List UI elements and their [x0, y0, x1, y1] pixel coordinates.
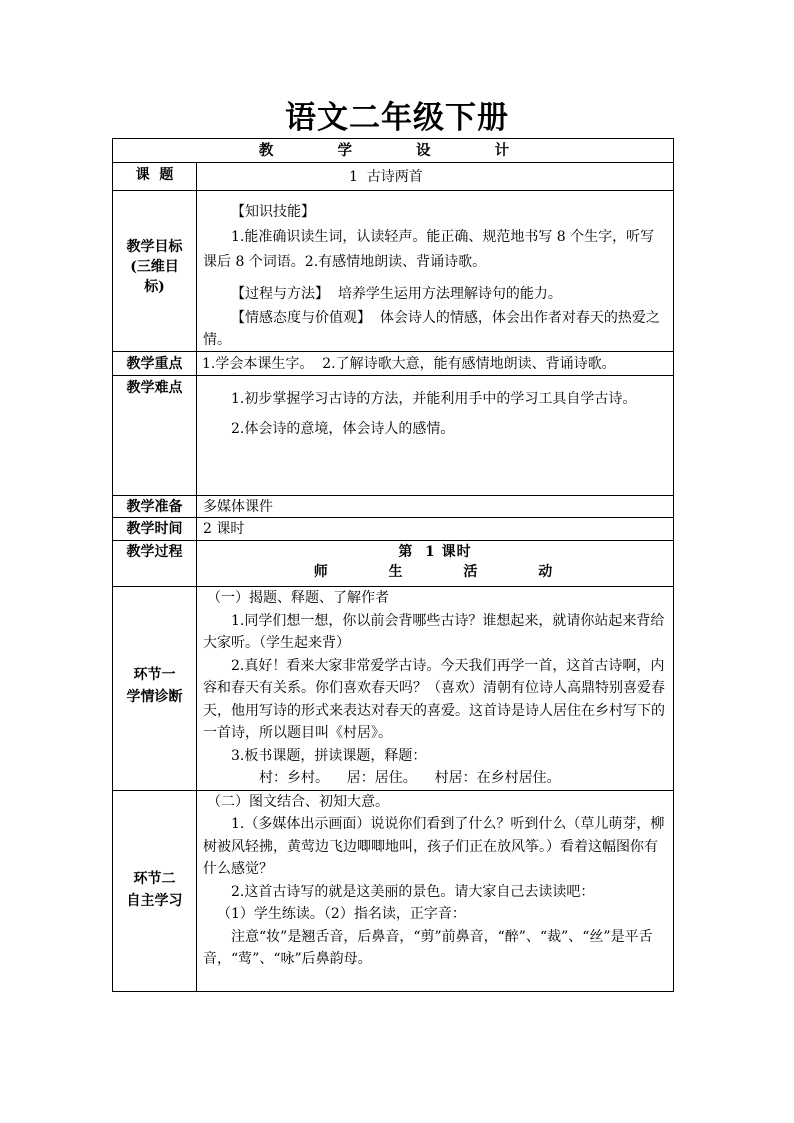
time-row — [113, 518, 674, 541]
link2-label: 环节二 自主学习 — [113, 790, 197, 991]
process-row — [113, 541, 674, 587]
link1-content: （一）揭题、释题、了解作者 1.同学们想一想，你以前会背哪些古诗？谁想起来，就请你站起来背给大家听。（学生起来背） 2.真好！看来大家非常爱学古诗。今天我们再学一首，这首古诗啊，内容和春天有关系。你们喜欢春天吗？（喜欢）清朝有位诗人高鼎特别喜爱春天，他用写诗的形式来表达对春天的喜爱。这首诗是诗人居住在乡村写下的一首诗，所以题目叫《村居》。 3.板书课题，拼读课题，释题： 村：乡村。 居：居住。 村居：在乡村居住。 — [197, 587, 674, 791]
document-title: 语文二年级下册 — [285, 100, 509, 136]
link1-row — [113, 587, 674, 791]
session-title: 第 1 课时 — [398, 544, 472, 560]
difficulty-row — [113, 376, 674, 496]
key-row — [113, 352, 674, 376]
goals-row — [113, 191, 674, 352]
difficulty-label: 教学难点 — [113, 376, 197, 496]
topic-value: 1 古诗两首 — [197, 163, 674, 191]
key-value: 1.学会本课生字。 2.了解诗歌大意，能有感情地朗读、背诵诗歌。 — [197, 352, 674, 376]
link1-label: 环节一 学情诊断 — [113, 587, 197, 791]
table-header: 教 学 设 计 — [113, 139, 674, 163]
header-row — [113, 139, 674, 163]
lesson-plan-table — [112, 138, 674, 992]
topic-label: 课 题 — [113, 163, 197, 191]
time-value: 2 课时 — [197, 518, 674, 541]
prep-label: 教学准备 — [113, 496, 197, 518]
topic-row — [113, 163, 674, 191]
goals-content: 【知识技能】 1.能准确识读生词，认读轻声。能正确、规范地书写 8 个生字，听写课后 8 个词语。2.有感情地朗读、背诵诗歌。 【过程与方法】 培养学生运用方法理解诗句的能力。 【情感态度与价值观】 体会诗人的情感，体会出作者对春天的热爱之情。 — [197, 191, 674, 352]
time-label: 教学时间 — [113, 518, 197, 541]
key-label: 教学重点 — [113, 352, 197, 376]
prep-row — [113, 496, 674, 518]
difficulty-content: 1.初步掌握学习古诗的方法，并能利用手中的学习工具自学古诗。 2.体会诗的意境，体会诗人的感情。 — [197, 376, 674, 496]
link2-content: （二）图文结合、初知大意。 1.（多媒体出示画面）说说你们看到了什么？听到什么（草儿萌芽，柳树被风轻拂，黄莺边飞边唧唧地叫，孩子们正在放风筝。）看着这幅图你有什么感觉？ 2.这首古诗写的就是这美丽的景色。请大家自己去读读吧： （1）学生练读。（2）指名读，正字音： 注意“妆”是翘舌音，后鼻音，“剪”前鼻音，“醉”、“裁”、“丝”是平舌音，“莺”、“咏”后鼻韵母。 — [197, 790, 674, 991]
prep-value: 多媒体课件 — [197, 496, 674, 518]
process-label: 教学过程 — [113, 541, 197, 587]
activity-title: 师 生 活 动 — [313, 564, 581, 580]
process-header — [197, 541, 674, 587]
goals-label: 教学目标 (三维目 标) — [113, 191, 197, 352]
link2-row — [113, 790, 674, 991]
